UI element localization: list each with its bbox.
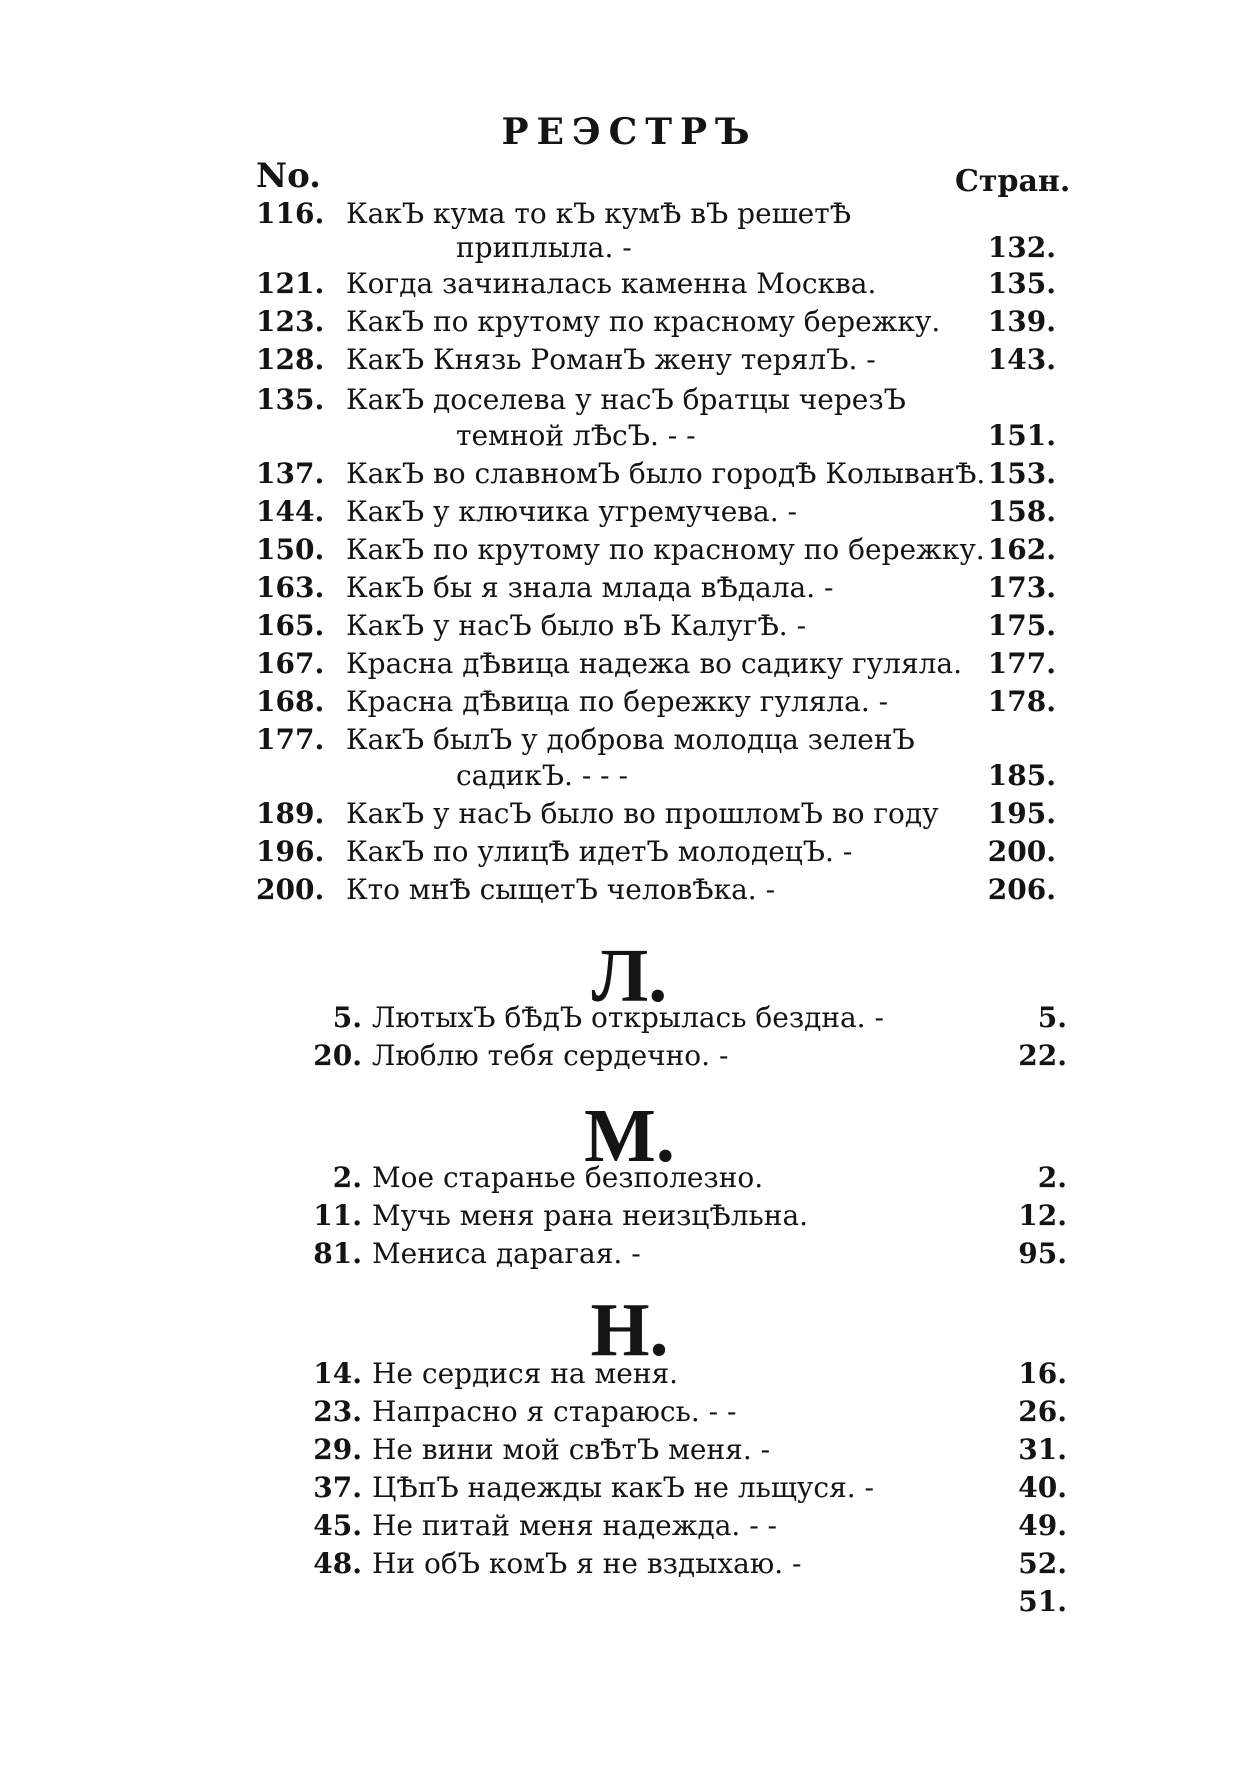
list-item [256, 834, 1056, 870]
item-title: КакЪ былЪ у доброва молодца зеленЪ [346, 723, 915, 756]
item-page: 178. [987, 685, 1056, 718]
list-item [256, 230, 1056, 266]
item-number: 165. [256, 609, 325, 642]
item-number: 196. [256, 835, 325, 868]
item-number: 135. [256, 383, 325, 416]
item-page: 26. [1018, 1395, 1067, 1428]
item-page: 31. [1018, 1433, 1067, 1466]
list-item [256, 722, 1056, 758]
item-number: 23. [313, 1395, 362, 1428]
item-page: 173. [987, 571, 1056, 604]
list-item [282, 1038, 1067, 1074]
item-number: 200. [256, 873, 325, 906]
item-number: 116. [256, 197, 325, 230]
item-page: 5. [1037, 1001, 1067, 1034]
list-item [256, 494, 1056, 530]
item-title: КакЪ бы я знала млада вѢдала. - [346, 571, 834, 604]
item-page: 52. [1018, 1547, 1067, 1580]
item-page: 51. [1018, 1585, 1067, 1618]
page-column-header: Стран. [955, 164, 1071, 199]
list-item [256, 382, 1056, 418]
item-number: 81. [313, 1237, 362, 1270]
item-page: 12. [1018, 1199, 1067, 1232]
list-item [282, 1508, 1067, 1544]
item-page: 151. [987, 419, 1056, 452]
item-number: 37. [313, 1471, 362, 1504]
item-page: 40. [1018, 1471, 1067, 1504]
item-number: 168. [256, 685, 325, 718]
section-letter-l: Л. [591, 934, 668, 1018]
item-page: 200. [987, 835, 1056, 868]
list-item [256, 646, 1056, 682]
item-title: Когда зачиналась каменна Москва. [346, 267, 877, 300]
item-title: Не вини мой свѢтЪ меня. - [372, 1433, 771, 1466]
list-item [256, 872, 1056, 908]
list-item [282, 1584, 1067, 1620]
list-item [282, 1198, 1067, 1234]
list-item [256, 196, 1056, 232]
item-page: 153. [987, 457, 1056, 490]
item-title: КакЪ по крутому по красному бережку. [346, 305, 941, 338]
item-number: 20. [313, 1039, 362, 1072]
list-item [282, 1394, 1067, 1430]
item-title: Ни обЪ комЪ я не вздыхаю. - [372, 1547, 802, 1580]
item-title: КакЪ у ключика угремучева. - [346, 495, 798, 528]
item-page: 2. [1037, 1161, 1067, 1194]
item-page: 49. [1018, 1509, 1067, 1542]
item-title: Красна дѢвица надежа во садику гуляла. [346, 647, 962, 680]
list-item [256, 456, 1056, 492]
item-title: Кто мнѢ сыщетЪ человѢка. - [346, 873, 776, 906]
item-page: 158. [987, 495, 1056, 528]
list-item [282, 1160, 1067, 1196]
item-title: КакЪ по улицѢ идетЪ молодецЪ. - [346, 835, 853, 868]
list-item [256, 796, 1056, 832]
item-title: КакЪ Князь РоманЪ жену терялЪ. - [346, 343, 876, 376]
item-number: 128. [256, 343, 325, 376]
item-number: 137. [256, 457, 325, 490]
item-number: 121. [256, 267, 325, 300]
item-title: Мениса дарагая. - [372, 1237, 641, 1270]
section-letter-n: Н. [590, 1288, 669, 1372]
item-title: ЦѢпЪ надежды какЪ не льщуся. - [372, 1471, 875, 1504]
item-page: 185. [987, 759, 1056, 792]
list-item [256, 608, 1056, 644]
list-item [256, 266, 1056, 302]
number-column-header: No. [256, 156, 321, 196]
list-item [282, 1356, 1067, 1392]
item-title: Не сердися на меня. [372, 1357, 679, 1390]
item-number: 167. [256, 647, 325, 680]
list-item [282, 1470, 1067, 1506]
item-page: 95. [1018, 1237, 1067, 1270]
item-page: 139. [987, 305, 1056, 338]
item-title: КакЪ у насЪ было во прошломЪ во году [346, 797, 939, 830]
item-number: 150. [256, 533, 325, 566]
item-page: 206. [987, 873, 1056, 906]
item-title: КакЪ во славномЪ было городѢ КолыванѢ. [346, 457, 986, 490]
item-number: 123. [256, 305, 325, 338]
list-item [256, 532, 1056, 568]
item-page: 135. [987, 267, 1056, 300]
item-title: КакЪ доселева у насЪ братцы черезЪ [346, 383, 906, 416]
item-title: Красна дѢвица по бережку гуляла. - [346, 685, 889, 718]
item-title: приплыла. - [456, 231, 632, 264]
item-title: садикЪ. - - - [456, 759, 629, 792]
list-item [282, 1000, 1067, 1036]
item-page: 175. [987, 609, 1056, 642]
section-letter-m: М. [584, 1094, 675, 1178]
item-number: 14. [313, 1357, 362, 1390]
item-title: темной лѢсЪ. - - [456, 419, 696, 452]
item-title: ЛютыхЪ бѢдЪ открылась бездна. - [372, 1001, 884, 1034]
item-page: 195. [987, 797, 1056, 830]
item-number: 2. [332, 1161, 362, 1194]
item-number: 11. [313, 1199, 362, 1232]
item-page: 22. [1018, 1039, 1067, 1072]
item-number: 189. [256, 797, 325, 830]
list-item [282, 1236, 1067, 1272]
item-page: 16. [1018, 1357, 1067, 1390]
page-title: РЕЭСТРЪ [501, 111, 758, 153]
item-number: 45. [313, 1509, 362, 1542]
list-item [256, 684, 1056, 720]
item-number: 5. [332, 1001, 362, 1034]
item-number: 144. [256, 495, 325, 528]
item-title: Мое старанье безполезно. [372, 1161, 764, 1194]
item-page: 143. [987, 343, 1056, 376]
list-item [256, 304, 1056, 340]
list-item [256, 570, 1056, 606]
list-item [282, 1546, 1067, 1582]
list-item [256, 758, 1056, 794]
item-number: 177. [256, 723, 325, 756]
item-number: 48. [313, 1547, 362, 1580]
item-title: КакЪ у насЪ было вЪ КалугѢ. - [346, 609, 807, 642]
item-title: КакЪ кума то кЪ кумѢ вЪ решетѢ [346, 197, 852, 230]
item-title: Мучь меня рана неизцѢльна. [372, 1199, 809, 1232]
item-title: КакЪ по крутому по красному по бережку. [346, 533, 985, 566]
list-item [256, 342, 1056, 378]
item-title: Не питай меня надежда. - - [372, 1509, 778, 1542]
item-title: Напрасно я стараюсь. - - [372, 1395, 737, 1428]
item-number: 29. [313, 1433, 362, 1466]
item-page: 177. [987, 647, 1056, 680]
item-title: Люблю тебя сердечно. - [372, 1039, 729, 1072]
list-item [282, 1432, 1067, 1468]
item-number: 163. [256, 571, 325, 604]
item-page: 162. [987, 533, 1056, 566]
list-item [256, 418, 1056, 454]
item-page: 132. [987, 231, 1056, 264]
